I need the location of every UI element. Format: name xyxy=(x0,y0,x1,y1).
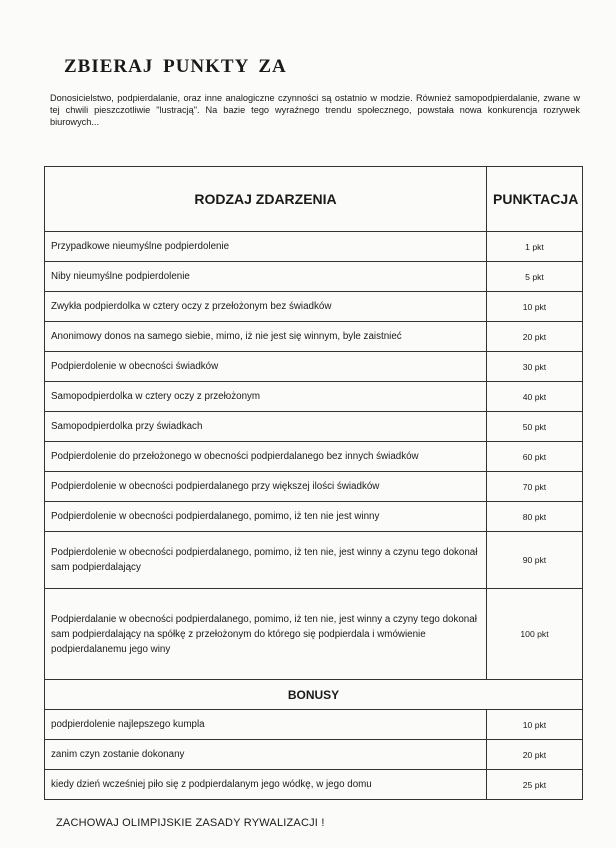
points-cell: 1 pkt xyxy=(487,232,583,262)
points-cell: 100 pkt xyxy=(487,589,583,680)
event-cell: Podpierdalanie w obecności podpierdalanego, pomimo, iż ten nie, jest winny a czyny tego dokonał sam podpierdalający na spółkę z przełożonym do którego się podpierdala i wmówienie podpierdalanemu jego winy xyxy=(45,589,487,680)
bonus-points-cell: 25 pkt xyxy=(487,770,583,800)
points-cell: 10 pkt xyxy=(487,292,583,322)
table-row xyxy=(45,352,583,382)
page-title: ZBIERAJ PUNKTY ZA xyxy=(64,56,287,77)
points-cell: 5 pkt xyxy=(487,262,583,292)
event-cell: Przypadkowe nieumyślne podpierdolenie xyxy=(45,232,487,262)
bonus-event-cell: kiedy dzień wcześniej piło się z podpierdalanym jego wódkę, w jego domu xyxy=(45,770,487,800)
points-cell: 40 pkt xyxy=(487,382,583,412)
points-cell: 30 pkt xyxy=(487,352,583,382)
table-header-row xyxy=(45,167,583,232)
points-cell: 60 pkt xyxy=(487,442,583,472)
event-cell: Anonimowy donos na samego siebie, mimo, iż nie jest się winnym, byle zaistnieć xyxy=(45,322,487,352)
event-cell: Samopodpierdolka przy świadkach xyxy=(45,412,487,442)
event-cell: Podpierdolenie w obecności świadków xyxy=(45,352,487,382)
event-cell: Samopodpierdolka w cztery oczy z przełożonym xyxy=(45,382,487,412)
points-cell: 80 pkt xyxy=(487,502,583,532)
bonus-header: BONUSY xyxy=(45,680,583,710)
bonus-points-cell: 20 pkt xyxy=(487,740,583,770)
table-row xyxy=(45,292,583,322)
points-cell: 90 pkt xyxy=(487,532,583,589)
bonus-event-cell: podpierdolenie najlepszego kumpla xyxy=(45,710,487,740)
bonus-points-cell: 10 pkt xyxy=(487,710,583,740)
event-cell: Niby nieumyślne podpierdolenie xyxy=(45,262,487,292)
event-cell: Zwykła podpierdolka w cztery oczy z przełożonym bez świadków xyxy=(45,292,487,322)
intro-paragraph: Donosicielstwo, podpierdalanie, oraz inne analogiczne czynności są ostatnio w modzie. Również samopodpierdalanie, zwane w tej chwili pieszczotliwie "lustracją". Na bazie tego wyraźnego trendu społecznego, powstała nowa konkurencja rozrywek biurowych... xyxy=(50,93,580,127)
table-row xyxy=(45,442,583,472)
bonus-event-cell: zanim czyn zostanie dokonany xyxy=(45,740,487,770)
table-row xyxy=(45,532,583,589)
table-row xyxy=(45,770,583,800)
table-row xyxy=(45,262,583,292)
column-header-points: PUNKTACJA xyxy=(487,167,583,232)
table-row xyxy=(45,710,583,740)
table-row xyxy=(45,232,583,262)
column-header-event: RODZAJ ZDARZENIA xyxy=(45,167,487,232)
footer-slogan: ZACHOWAJ OLIMPIJSKIE ZASADY RYWALIZACJI ! xyxy=(56,817,325,829)
points-cell: 70 pkt xyxy=(487,472,583,502)
event-cell: Podpierdolenie w obecności podpierdalanego przy większej ilości świadków xyxy=(45,472,487,502)
table-row xyxy=(45,472,583,502)
event-cell: Podpierdolenie do przełożonego w obecności podpierdalanego bez innych świadków xyxy=(45,442,487,472)
bonus-header-row xyxy=(45,680,583,710)
table-row xyxy=(45,589,583,680)
table-row xyxy=(45,502,583,532)
scores-table xyxy=(44,166,583,800)
table-row xyxy=(45,412,583,442)
table-row xyxy=(45,322,583,352)
event-cell: Podpierdolenie w obecności podpierdalanego, pomimo, iż ten nie, jest winny a czynu tego dokonał sam podpierdalający xyxy=(45,532,487,589)
table-row xyxy=(45,740,583,770)
table-row xyxy=(45,382,583,412)
event-cell: Podpierdolenie w obecności podpierdalanego, pomimo, iż ten nie jest winny xyxy=(45,502,487,532)
points-cell: 20 pkt xyxy=(487,322,583,352)
points-cell: 50 pkt xyxy=(487,412,583,442)
